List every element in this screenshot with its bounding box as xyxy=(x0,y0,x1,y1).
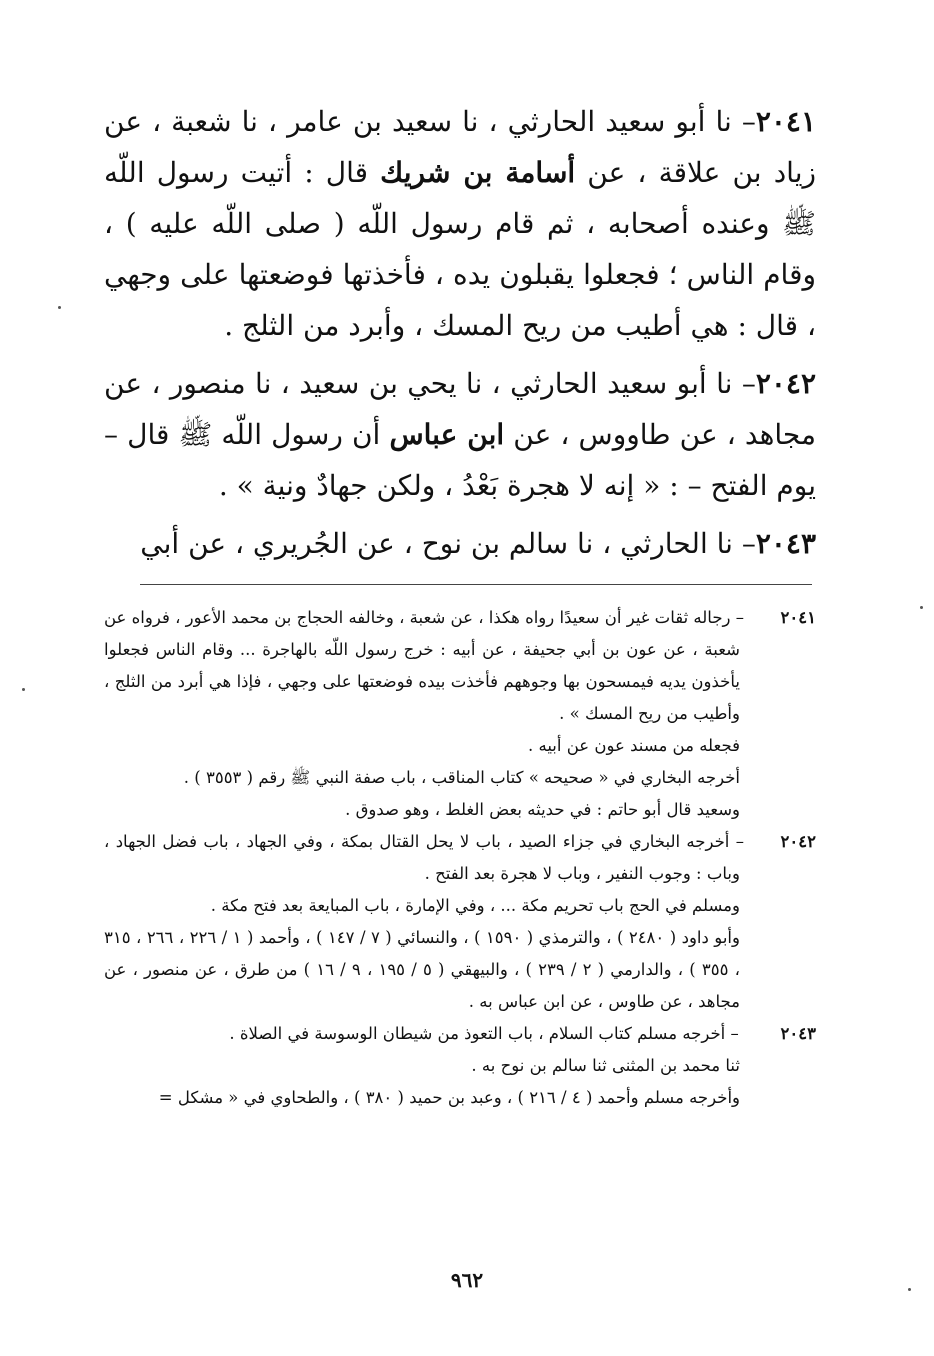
scan-speck xyxy=(920,606,923,609)
hadith-text: أن رسول اللّه ﷺ قال – يوم الفتح – : « إنه لا هجرة بَعْدُ ، ولكن جهادٌ ونية » . xyxy=(104,418,816,502)
hadith-2043 xyxy=(104,518,816,569)
hadith-text: قال : أتيت رسول اللّه ﷺ وعنده أصحابه ، ثم قام رسول اللّه ( صلى اللّه عليه ) ، وقام الناس ؛ فجعلوا يقبلون يده ، فأخذتها فوضعتها على وجهي ، قال : هي أطيب من ريح المسك ، وأبرد من الثلج . xyxy=(104,156,816,342)
footnote-line: فجعله من مسند عون عن أبيه . xyxy=(527,736,740,755)
footnote-line: وسعيد قال أبو حاتم : في حديثه بعض الغلط ، وهو صدوق . xyxy=(345,800,740,819)
footnote-2041 xyxy=(104,602,816,730)
hadith-text: – نا أبو سعيد الحارثي ، نا سعيد بن عامر ، نا شعبة ، عن زياد بن علاقة ، عن xyxy=(104,105,817,189)
footnote-line: أخرجه البخاري في « صحيحه » كتاب المناقب ، باب صفة النبي ﷺ رقم ( ٣٥٥٣ ) . xyxy=(183,768,740,787)
footnote-divider xyxy=(140,584,812,585)
footnote-text: – أخرجه البخاري في جزاء الصيد ، باب لا يحل القتال بمكة ، وفي الجهاد ، باب فضل الجهاد ، وباب : وجوب النفير ، وباب لا هجرة بعد الفتح . xyxy=(104,832,744,883)
footnote-line: وأبو داود ( ٢٤٨٠ ) ، والترمذي ( ١٥٩٠ ) ، والنسائي ( ٧ / ١٤٧ ) ، وأحمد ( ١ / ٢٢٦ ، ٢٦٦ ، ٣١٥ ، ٣٥٥ ) ، والدارمي ( ٢ / ٢٣٩ ) ، والبيهقي ( ٥ / ١٩٥ ، ٩ / ١٦ ) من طرق ، عن منصور ، عن مجاهد ، عن طاوس ، عن ابن عباس به . xyxy=(104,928,740,1011)
footnote-text: – أخرجه مسلم كتاب السلام ، باب التعوذ من شيطان الوسوسة في الصلاة . xyxy=(229,1024,744,1043)
narrator-name: ابن عباس xyxy=(389,418,505,451)
footnote-number: ٢٠٤٢ xyxy=(780,832,816,851)
hadith-number: ٢٠٤١ xyxy=(755,105,816,138)
footnote-line: ومسلم في الحج باب تحريم مكة ... ، وفي الإمارة ، باب المبايعة بعد فتح مكة . xyxy=(210,896,740,915)
footnote-line: ثنا محمد بن المثنى ثنا سالم بن نوح به . xyxy=(471,1056,740,1075)
hadith-text: – نا أبو سعيد الحارثي ، نا يحي بن سعيد ، نا منصور ، عن مجاهد ، عن طاووس ، عن xyxy=(104,367,816,451)
hadith-number: ٢٠٤٢ xyxy=(755,367,816,400)
footnote-2042 xyxy=(104,826,816,890)
scan-speck xyxy=(58,306,61,309)
scan-speck xyxy=(908,1288,911,1291)
footnotes xyxy=(104,602,816,1114)
footnote-2043 xyxy=(104,1018,816,1050)
hadith-2041 xyxy=(104,96,816,351)
hadith-2042 xyxy=(104,358,816,511)
footnote-number: ٢٠٤١ xyxy=(780,608,816,627)
hadith-number: ٢٠٤٣ xyxy=(755,527,816,560)
footnote-line: وأخرجه مسلم وأحمد ( ٤ / ٢١٦ ) ، وعبد بن حميد ( ٣٨٠ ) ، والطحاوي في « مشكل = xyxy=(158,1088,740,1107)
hadith-text: – نا الحارثي ، نا سالم بن نوح ، عن الجُريري ، عن أبي xyxy=(140,527,756,560)
page-number: ٩٦٢ xyxy=(450,1268,484,1292)
scan-speck xyxy=(22,688,25,691)
narrator-name: أسامة بن شريك xyxy=(380,156,576,189)
footnote-number: ٢٠٤٣ xyxy=(780,1024,816,1043)
footnote-text: – رجاله ثقات غير أن سعيدًا رواه هكذا ، عن شعبة ، وخالفه الحجاج بن محمد الأعور ، فرواه عن شعبة ، عن عون بن أبي جحيفة ، عن أبيه : خرج رسول اللّه بالهاجرة ... وقام الناس فجعلوا يأخذون يديه فيمسحون بها وجوههم فأخذت بيده فوضعتها على وجهي ، فإذا هي أبرد من الثلج ، وأطيب من ريح المسك » . xyxy=(104,608,744,723)
